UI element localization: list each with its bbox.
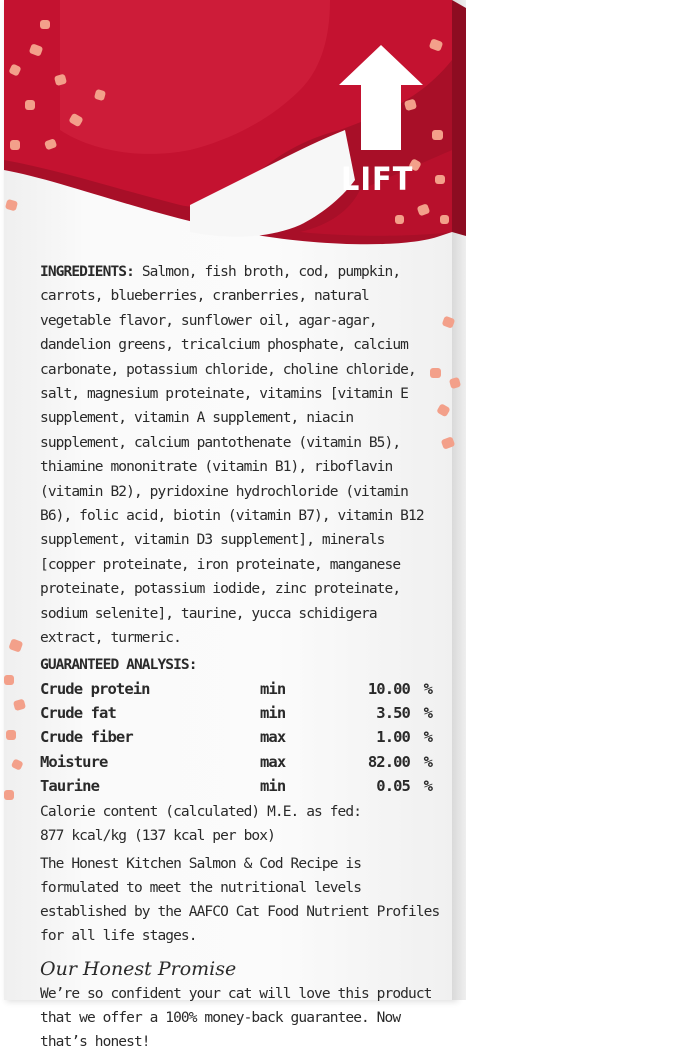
- confetti-white: [5, 199, 18, 212]
- analysis-unit: %: [423, 728, 432, 747]
- calorie-content: [40, 800, 440, 848]
- analysis-row: [40, 701, 432, 725]
- analysis-nutrient: Crude fiber: [40, 728, 133, 747]
- analysis-kind: min: [260, 703, 286, 722]
- analysis-nutrient: Crude fat: [40, 703, 116, 722]
- analysis-nutrient: Moisture: [40, 752, 108, 771]
- calorie-line-1: Calorie content (calculated) M.E. as fed:: [40, 803, 362, 820]
- analysis-value: 10.00: [367, 679, 410, 698]
- promise-title: Our Honest Promise: [40, 957, 237, 980]
- analysis-table: [40, 677, 432, 798]
- calorie-line-2: 877 kcal/kg (137 kcal per box): [40, 827, 275, 844]
- analysis-unit: %: [423, 703, 432, 722]
- analysis-unit: %: [423, 776, 432, 795]
- top-artwork: [0, 0, 679, 280]
- analysis-value: 3.50: [376, 703, 410, 722]
- analysis-nutrient: Crude protein: [40, 679, 150, 698]
- analysis-title: GUARANTEED ANALYSIS:: [40, 656, 197, 673]
- analysis-row: [40, 749, 432, 773]
- aafco-statement: The Honest Kitchen Salmon & Cod Recipe is formulated to meet the nutritional levels established by the AAFCO Cat Food Nutrient Profiles for all life stages.: [40, 855, 440, 944]
- analysis-unit: %: [423, 679, 432, 698]
- analysis-value: 82.00: [367, 752, 410, 771]
- label-content: [40, 260, 440, 1054]
- promise-text: We’re so confident your cat will love this product that we offer a 100% money-back guarantee. Now that’s honest!: [40, 985, 432, 1050]
- analysis-kind: min: [260, 679, 286, 698]
- ingredients-label: INGREDIENTS:: [40, 264, 134, 280]
- analysis-value: 1.00: [376, 728, 410, 747]
- analysis-nutrient: Taurine: [40, 776, 100, 795]
- analysis-row: [40, 725, 432, 749]
- analysis-kind: max: [260, 728, 286, 747]
- ingredients-text: Salmon, fish broth, cod, pumpkin, carrots, blueberries, cranberries, natural vegetable flavor, sunflower oil, agar-agar, dandelion greens, tricalcium phosphate, calcium carbonate, potassium chloride, choline chloride, salt, magnesium proteinate, vitamins [vitamin E supplement, vitamin A supplement, niacin supplement, calcium pantothenate (vitamin B5), thiamine mononitrate (vitamin B1), riboflavin (vitamin B2), pyridoxine hydrochloride (vitamin B6), folic acid, biotin (vitamin B7), vitamin B12 supplement, vitamin D3 supplement], minerals [copper proteinate, iron proteinate, manganese proteinate, potassium iodide, zinc proteinate, sodium selenite], taurine, yucca schidigera extract, turmeric.: [40, 264, 424, 647]
- analysis-kind: max: [260, 752, 286, 771]
- analysis-row: [40, 677, 432, 701]
- analysis-kind: min: [260, 776, 286, 795]
- flap-side: [452, 0, 466, 236]
- analysis-unit: %: [423, 752, 432, 771]
- ingredients-paragraph: [40, 260, 440, 651]
- lift-label: LIFT: [341, 160, 414, 198]
- analysis-row: [40, 774, 432, 798]
- analysis-value: 0.05: [376, 776, 410, 795]
